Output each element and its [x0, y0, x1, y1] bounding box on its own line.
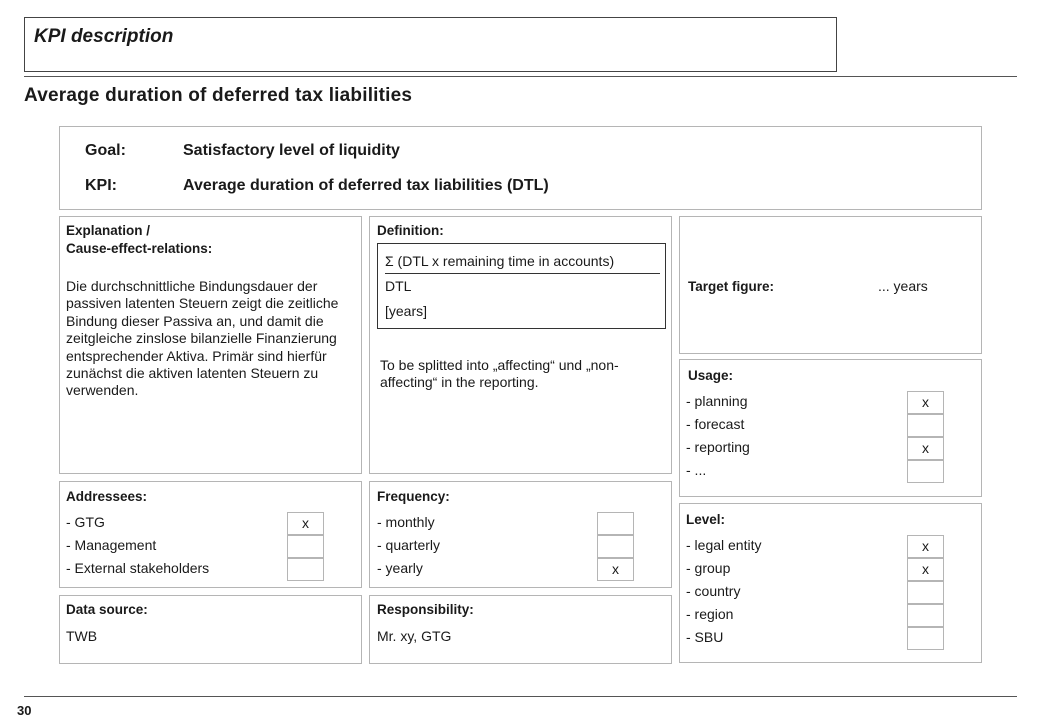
- usage-title: Usage:: [688, 368, 734, 383]
- level-item-sbu: - SBU: [686, 629, 724, 645]
- level-item-legal-entity: - legal entity: [686, 537, 762, 553]
- target-value: ... years: [878, 278, 928, 294]
- addressee-checkbox-management[interactable]: [287, 535, 324, 558]
- frequency-checkbox-quarterly[interactable]: [597, 535, 634, 558]
- level-item-region: - region: [686, 606, 734, 622]
- goal-panel: [59, 126, 982, 210]
- definition-title: Definition:: [377, 223, 444, 238]
- usage-checkbox-planning[interactable]: x: [907, 391, 944, 414]
- frequency-item-yearly: - yearly: [377, 560, 423, 576]
- formula-box: [377, 243, 666, 329]
- frequency-panel: [369, 481, 672, 588]
- addressee-item-external: - External stakeholders: [66, 560, 210, 576]
- fraction-line: [385, 273, 660, 274]
- explanation-panel: [59, 216, 362, 474]
- goal-value: Satisfactory level of liquidity: [183, 142, 400, 159]
- header-title: KPI description: [34, 26, 174, 47]
- addressee-item-management: - Management: [66, 537, 157, 553]
- definition-panel: [369, 216, 672, 474]
- level-checkbox-sbu[interactable]: [907, 627, 944, 650]
- goal-label: Goal:: [85, 142, 126, 159]
- page-heading: Average duration of deferred tax liabilities: [24, 85, 413, 106]
- level-item-country: - country: [686, 583, 741, 599]
- level-title: Level:: [686, 512, 726, 527]
- addressees-title: Addressees:: [66, 489, 148, 504]
- responsibility-value: Mr. xy, GTG: [377, 628, 452, 644]
- formula-unit: [years]: [385, 303, 428, 319]
- explanation-title-line1: Explanation /: [66, 223, 151, 238]
- frequency-checkbox-monthly[interactable]: [597, 512, 634, 535]
- level-checkbox-region[interactable]: [907, 604, 944, 627]
- header-box: [24, 17, 837, 72]
- responsibility-title: Responsibility:: [377, 602, 474, 617]
- usage-checkbox-more[interactable]: [907, 460, 944, 483]
- level-checkbox-legal-entity[interactable]: x: [907, 535, 944, 558]
- usage-item-forecast: - forecast: [686, 416, 745, 432]
- frequency-item-quarterly: - quarterly: [377, 537, 441, 553]
- frequency-item-monthly: - monthly: [377, 514, 435, 530]
- kpi-label: KPI:: [85, 177, 117, 194]
- target-panel: [679, 216, 982, 354]
- usage-item-more: - ...: [686, 462, 707, 478]
- footer-rule: [24, 696, 1017, 697]
- usage-checkbox-forecast[interactable]: [907, 414, 944, 437]
- level-checkbox-group[interactable]: x: [907, 558, 944, 581]
- addressee-item-gtg: - GTG: [66, 514, 105, 530]
- formula-denominator: DTL: [385, 278, 412, 294]
- explanation-title-line2: Cause-effect-relations:: [66, 241, 213, 256]
- data-source-value: TWB: [66, 628, 98, 644]
- responsibility-panel: [369, 595, 672, 664]
- frequency-title: Frequency:: [377, 489, 450, 504]
- usage-item-reporting: - reporting: [686, 439, 750, 455]
- data-source-panel: [59, 595, 362, 664]
- kpi-value: Average duration of deferred tax liabilities (DTL): [183, 177, 549, 194]
- usage-panel: [679, 359, 982, 497]
- page-number: 30: [17, 703, 32, 718]
- level-panel: [679, 503, 982, 663]
- addressees-panel: [59, 481, 362, 588]
- formula-numerator: Σ (DTL x remaining time in accounts): [385, 253, 615, 269]
- frequency-checkbox-yearly[interactable]: x: [597, 558, 634, 581]
- usage-item-planning: - planning: [686, 393, 748, 409]
- explanation-text: Die durchschnittliche Bindungsdauer der passiven latenten Steuern zeigt die zeitliche Bindung dieser Passiva an, und damit die zeitgleiche zinslose bilanzielle Finanzierung entsprechender Aktiva. Primär sind hierfür zunächst die aktiven latenten Steuern zu verwenden.: [66, 278, 339, 399]
- addressee-checkbox-external[interactable]: [287, 558, 324, 581]
- addressee-checkbox-gtg[interactable]: x: [287, 512, 324, 535]
- level-item-group: - group: [686, 560, 731, 576]
- level-checkbox-country[interactable]: [907, 581, 944, 604]
- target-label: Target figure:: [688, 279, 775, 294]
- header-rule: [24, 76, 1017, 77]
- usage-checkbox-reporting[interactable]: x: [907, 437, 944, 460]
- definition-note: To be splitted into „affecting“ und „non-affecting“ in the reporting.: [380, 357, 619, 391]
- data-source-title: Data source:: [66, 602, 148, 617]
